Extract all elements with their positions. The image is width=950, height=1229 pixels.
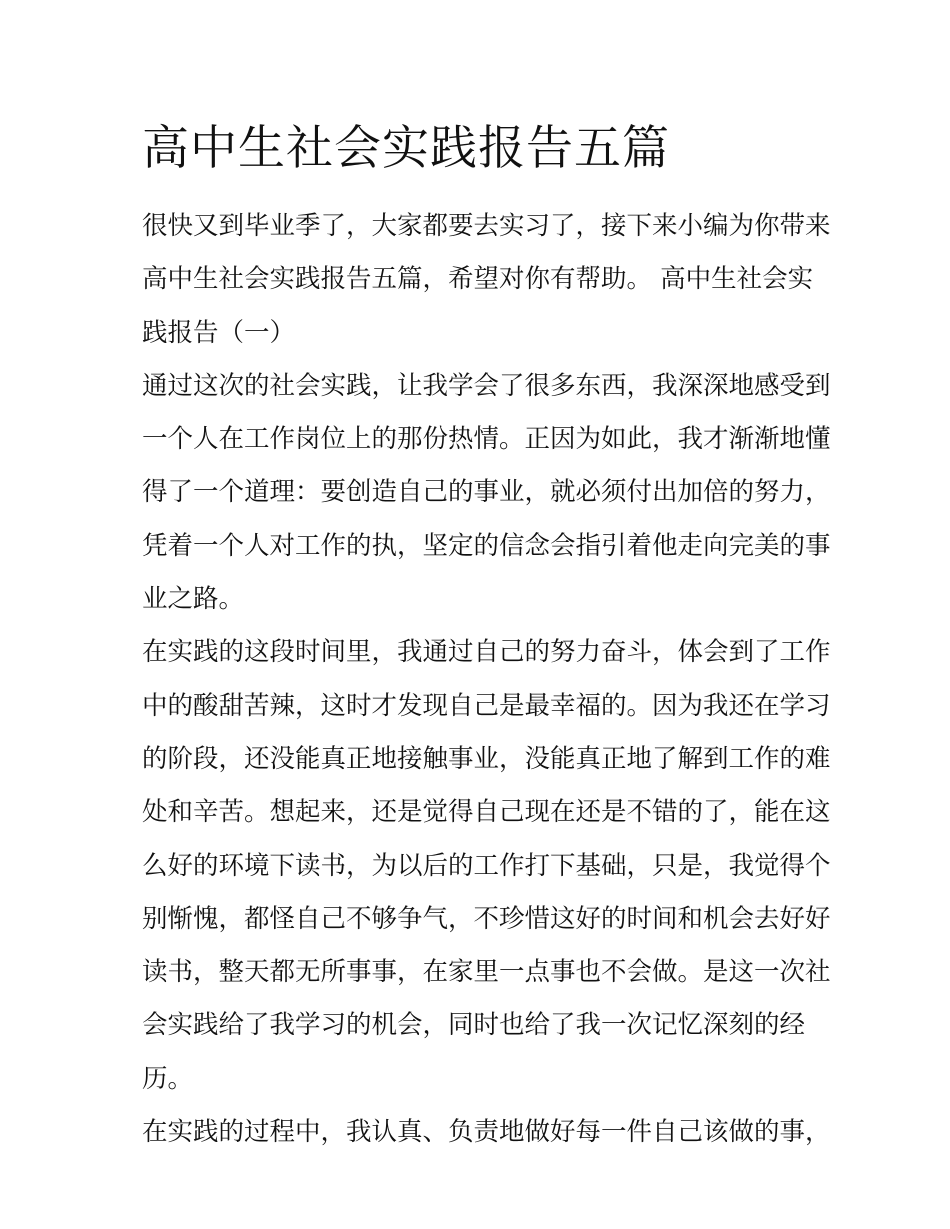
text-line: 的阶段，还没能真正地接触事业，没能真正地了解到工作的难 xyxy=(142,743,831,774)
text-line: 凭着一个人对工作的执，坚定的信念会指引着他走向完美的事 xyxy=(142,530,831,561)
text-line: 中的酸甜苦辣，这时才发现自己是最幸福的。因为我还在学习 xyxy=(142,690,831,721)
document-body xyxy=(142,200,831,1159)
text-line: 在实践的过程中，我认真、负责地做好每一件自己该做的事， xyxy=(142,1117,831,1148)
text-line: 得了一个道理：要创造自己的事业，就必须付出加倍的努力， xyxy=(142,477,831,508)
text-line: 么好的环境下读书，为以后的工作打下基础，只是，我觉得个 xyxy=(142,850,831,881)
text-line: 会实践给了我学习的机会，同时也给了我一次记忆深刻的经 xyxy=(142,1010,806,1041)
text-line: 通过这次的社会实践，让我学会了很多东西，我深深地感受到 xyxy=(142,370,831,401)
text-line: 在实践的这段时间里，我通过自己的努力奋斗，体会到了工作 xyxy=(142,637,831,668)
text-line: 业之路。 xyxy=(142,584,245,615)
text-line: 很快又到毕业季了，大家都要去实习了，接下来小编为你带来 xyxy=(142,211,831,241)
text-line: 历。 xyxy=(142,1063,194,1094)
text-line: 读书，整天都无所事事，在家里一点事也不会做。是这一次社 xyxy=(142,957,831,988)
text-line: 践报告（一） xyxy=(142,317,296,348)
text-line: 一个人在工作岗位上的那份热情。正因为如此，我才渐渐地懂 xyxy=(142,424,831,455)
text-line: 高中生社会实践报告五篇，希望对你有帮助。 高中生社会实 xyxy=(142,264,814,295)
text-line: 别惭愧，都怪自己不够争气，不珍惜这好的时间和机会去好好 xyxy=(142,903,831,934)
text-line: 处和辛苦。想起来，还是觉得自己现在还是不错的了，能在这 xyxy=(142,797,831,828)
document-content xyxy=(142,116,831,1159)
document-title: 高中生社会实践报告五篇 xyxy=(142,121,670,176)
